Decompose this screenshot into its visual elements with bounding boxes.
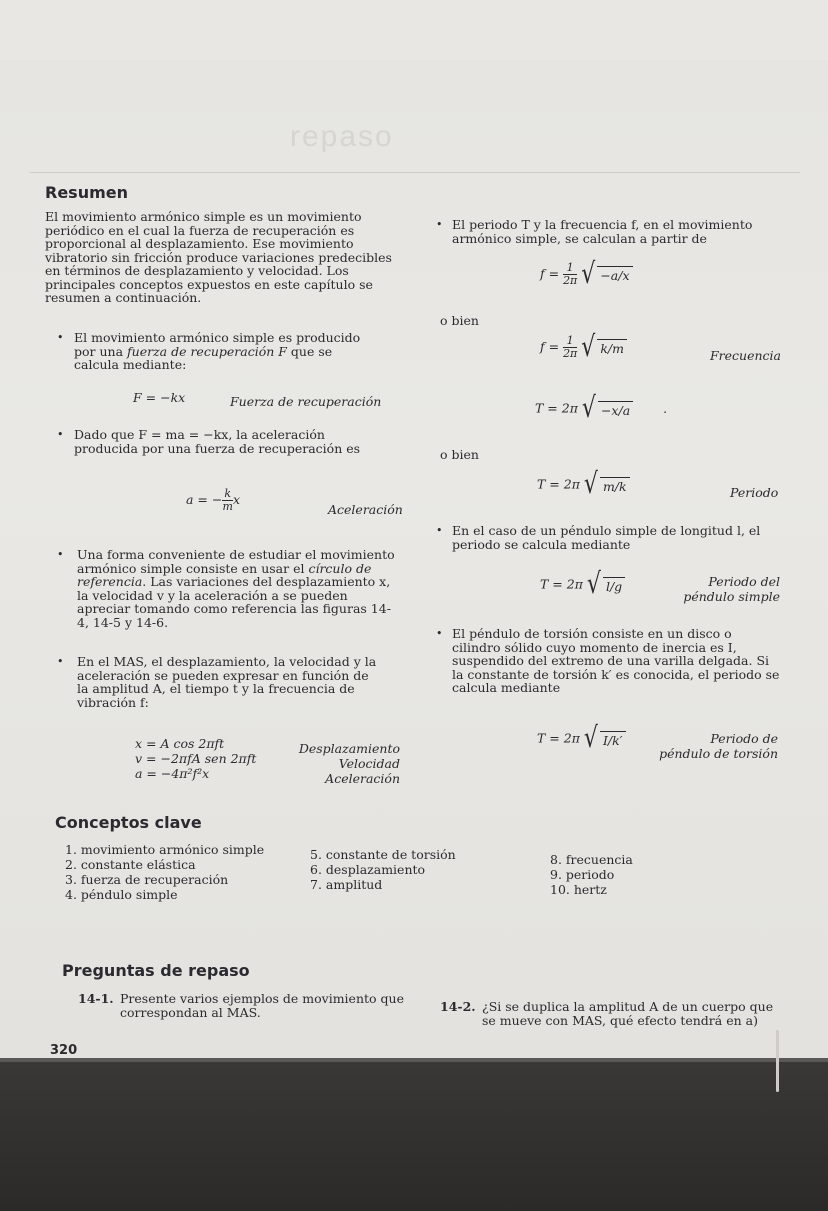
header-rule: [30, 172, 800, 173]
list-item: 8. frecuencia: [550, 852, 633, 867]
summary-bullet-3: Una forma conveniente de estudiar el movimiento armónico simple consiste en usar el círculo de referencia. Las variaciones del desplazamiento x, la velocidad v y la aceleración a se pueden apreciar tomando como referencia las figuras 14-4, 14-5 y 14-6.: [77, 547, 395, 630]
right-bullet-1: El periodo T y la frecuencia f, en el movimiento armónico simple, se calculan a partir de: [452, 217, 753, 246]
bullet-icon: •: [57, 331, 64, 344]
list-item: 2. constante elástica: [65, 857, 196, 872]
label-velocity: Velocidad: [338, 756, 400, 771]
label-displacement: Desplazamiento: [298, 741, 400, 756]
bottom-band: [0, 1062, 828, 1211]
bullet-icon: •: [57, 655, 64, 668]
period-formula-1: T = 2π √ −x/a .: [535, 392, 668, 425]
summary-bullet-1: El movimiento armónico simple es producido por una fuerza de recuperación F que se calcula mediante:: [74, 330, 361, 372]
label-acceleration: Aceleración: [325, 771, 400, 786]
list-item: 6. desplazamiento: [310, 862, 426, 877]
torsion-formula: T = 2π √ I/k′: [537, 728, 626, 750]
frequency-label: Frecuencia: [710, 348, 781, 363]
question-2: ¿Si se duplica la amplitud A de un cuerpo que se mueve con MAS, qué efecto tendrá en a): [482, 999, 774, 1028]
concepts-heading: Conceptos clave: [55, 813, 202, 832]
concepts-col-3: [550, 852, 633, 897]
summary-bullet-4: En el MAS, el desplazamiento, la velocidad y la aceleración se pueden expresar en función de la amplitud A, el tiempo t y la frecuencia de vibración f:: [77, 654, 377, 710]
o-bien-2: o bien: [440, 447, 479, 462]
torsion-label: Periodo de péndulo de torsión: [659, 731, 778, 761]
right-bullet-3: El péndulo de torsión consiste en un disco o cilindro sólido cuyo momento de inercia es I, suspendido del extremo de una varilla delgada. Si la constante de torsión k′ es conocida, el periodo se calcula mediante: [452, 626, 780, 695]
list-item: 7. amplitud: [310, 877, 383, 892]
concepts-col-2: [310, 847, 456, 892]
list-item: 3. fuerza de recuperación: [65, 872, 229, 887]
bullet-icon: •: [436, 627, 443, 640]
period-label: Periodo: [730, 485, 779, 500]
o-bien-1: o bien: [440, 313, 479, 328]
frequency-formula-2: f = $\frac{1}{2\pi}$ √ k/m: [540, 335, 627, 360]
right-bullet-2: En el caso de un péndulo simple de longitud l, el periodo se calcula mediante: [452, 523, 761, 552]
acceleration-label: Aceleración: [328, 502, 403, 517]
top-band: [0, 0, 828, 60]
acceleration-formula: a = − $\frac{k}{m}$ x: [186, 487, 241, 513]
summary-bullet-2: Dado que F = ma = −kx, la aceleración producida por una fuerza de recuperación es: [74, 427, 361, 456]
list-item: 5. constante de torsión: [310, 847, 456, 862]
question-1: Presente varios ejemplos de movimiento que correspondan al MAS.: [120, 991, 404, 1020]
period-formula-2: T = 2π √ m/k: [537, 474, 630, 496]
eq-acceleration: a = −4π²f²x: [135, 766, 210, 781]
mas-equations: [135, 736, 256, 781]
bullet-icon: •: [57, 428, 64, 441]
list-item: 1. movimiento armónico simple: [65, 842, 265, 857]
list-item: 9. periodo: [550, 867, 615, 882]
pendulum-label: Periodo del péndulo simple: [683, 574, 780, 604]
frequency-formula-1: f = $\frac{1}{2\pi}$ √ −a/x: [540, 262, 633, 287]
question-number: 14-2.: [440, 999, 476, 1014]
review-heading: Preguntas de repaso: [62, 961, 250, 980]
mas-labels: [298, 741, 400, 786]
summary-heading: Resumen: [45, 183, 128, 202]
ghost-heading: repaso: [290, 120, 394, 153]
list-item: 4. péndulo simple: [65, 887, 178, 902]
force-label: Fuerza de recuperación: [230, 394, 382, 409]
eq-displacement: x = A cos 2πft: [135, 736, 225, 751]
bullet-icon: •: [57, 548, 64, 561]
eq-velocity: v = −2πfA sen 2πft: [135, 751, 257, 766]
bullet-icon: •: [436, 218, 443, 231]
question-number: 14-1.: [78, 991, 114, 1006]
summary-intro: El movimiento armónico simple es un movimiento periódico en el cual la fuerza de recuperación es proporcional al desplazamiento. Ese movimiento vibratorio sin fricción produce variaciones predecibles en términos de desplazamiento y velocidad. Los principales conceptos expuestos en este capítulo se resumen a continuación.: [45, 209, 392, 305]
list-item: 10. hertz: [550, 882, 607, 897]
pendulum-formula: T = 2π √ l/g: [540, 574, 625, 596]
bullet-icon: •: [436, 524, 443, 537]
page-number: 320: [50, 1043, 78, 1058]
concepts-col-1: [65, 842, 264, 902]
force-formula: F = −kx: [133, 390, 186, 405]
text-cursor-mark: [776, 1030, 779, 1092]
